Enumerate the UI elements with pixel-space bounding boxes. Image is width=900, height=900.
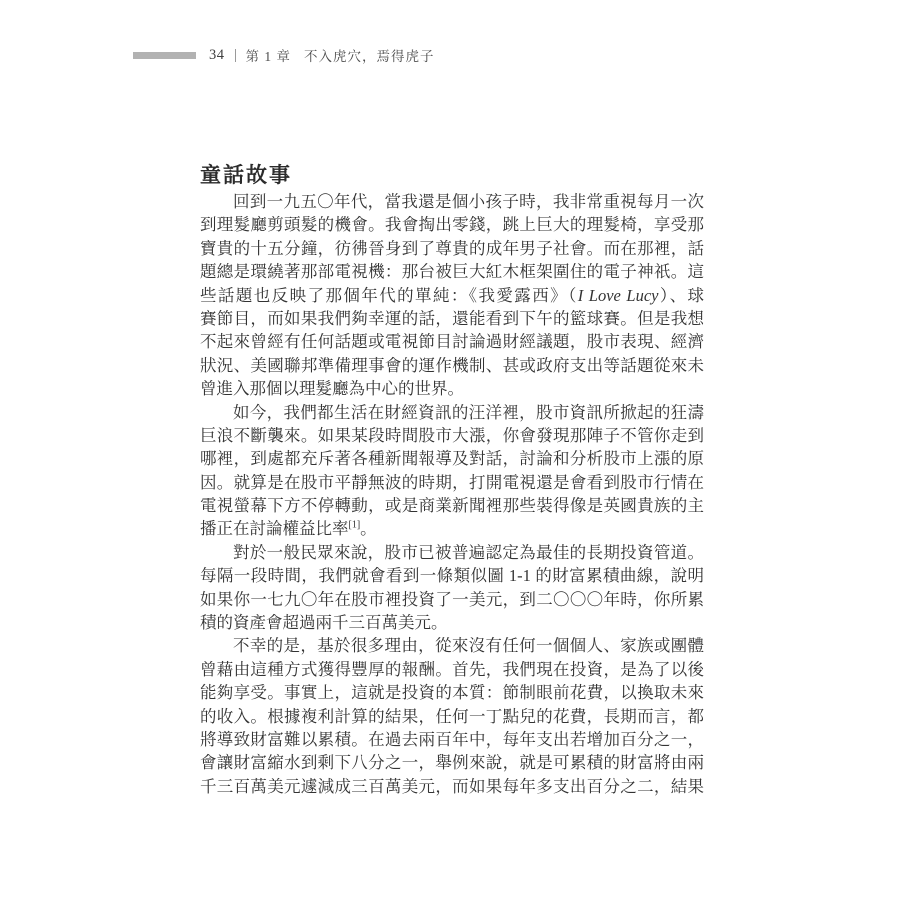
text-segment: 不起來曾經有任何話題或電視節目討論過財經議題，股市表現、經濟	[200, 332, 704, 352]
text-segment: 會讓財富縮水到剩下八分之一，舉例來說，就是可累積的財富將由兩	[200, 753, 704, 773]
paragraph	[200, 541, 704, 635]
text-segment: 狀況、美國聯邦準備理事會的運作機制、甚或政府支出等話題從來未	[200, 355, 704, 375]
text-line	[200, 564, 704, 587]
text-segment: 到理髮廳剪頭髮的機會。我會掏出零錢，跳上巨大的理髮椅，享受那	[200, 215, 704, 235]
text-line	[200, 377, 704, 400]
text-segment: 因。就算是在股市平靜無波的時期，打開電視還是會看到股市行情在	[200, 472, 704, 492]
text-segment: 的收入。根據複利計算的結果，任何一丁點兒的花費，長期而言，都	[200, 706, 704, 726]
text-segment: 。	[360, 519, 377, 539]
text-segment: 曾進入那個以理髮廳為中心的世界。	[200, 379, 464, 399]
paragraph	[200, 634, 704, 798]
text-segment: 寶貴的十五分鐘，彷彿晉身到了尊貴的成年男子社會。而在那裡，話	[200, 238, 704, 258]
text-segment: 些話題也反映了那個年代的單純：《我愛露西》（	[200, 285, 578, 305]
text-line	[200, 260, 704, 283]
page-number: 34	[209, 46, 225, 63]
text-segment-italic: I Love Lucy	[577, 285, 659, 305]
text-line	[200, 494, 704, 517]
text-line	[200, 447, 704, 470]
text-line	[200, 681, 704, 704]
body-text	[200, 190, 704, 798]
section-heading: 童話故事	[200, 164, 292, 188]
header-divider	[235, 49, 236, 62]
text-line	[200, 775, 704, 798]
text-line	[200, 284, 704, 307]
text-line	[200, 728, 704, 751]
header-bar-decoration	[133, 52, 196, 59]
text-line	[200, 705, 704, 728]
chapter-label: 第 1 章	[245, 49, 291, 64]
text-segment: 能夠享受。事實上，這就是投資的本質：節制眼前花費，以換取未來	[200, 683, 704, 703]
text-segment: 曾藉由這種方式獲得豐厚的報酬。首先，我們現在投資，是為了以後	[200, 659, 704, 679]
text-segment: 賽節目，而如果我們夠幸運的話，還能看到下午的籃球賽。但是我想	[200, 308, 704, 328]
paragraph	[200, 401, 704, 541]
text-segment: 將導致財富難以累積。在過去兩百年中，每年支出若增加百分之一，	[200, 729, 704, 749]
text-segment: 積的資產會超過兩千三百萬美元。	[200, 613, 448, 633]
text-line	[200, 213, 704, 236]
text-line	[200, 471, 704, 494]
text-line	[200, 424, 704, 447]
text-line	[200, 541, 704, 564]
text-segment: 千三百萬美元遽減成三百萬美元，而如果每年多支出百分之二，結果	[200, 776, 704, 796]
text-segment: 如今，我們都生活在財經資訊的汪洋裡，股市資訊所掀起的狂濤	[233, 402, 704, 422]
text-line	[200, 330, 704, 353]
text-segment: ）、球	[658, 285, 704, 305]
text-segment: 不幸的是，基於很多理由，從來沒有任何一個個人、家族或團體	[233, 636, 704, 656]
text-line	[200, 588, 704, 611]
running-header	[133, 44, 435, 66]
text-segment: 題總是環繞著那部電視機：那台被巨大紅木框架圍住的電子神祇。這	[200, 262, 704, 282]
text-line	[200, 751, 704, 774]
text-segment: 每隔一段時間，我們就會看到一條類似圖 1-1 的財富累積曲線，說明	[200, 566, 704, 586]
text-segment: 巨浪不斷襲來。如果某段時間股市大漲，你會發現那陣子不管你走到	[200, 425, 704, 445]
text-segment: 哪裡，到處都充斥著各種新聞報導及對話，討論和分析股市上漲的原	[200, 449, 704, 469]
text-line	[200, 634, 704, 657]
text-line	[200, 237, 704, 260]
text-line	[200, 190, 704, 213]
footnote-marker: [1]	[348, 519, 361, 531]
text-segment: 如果你一七九〇年在股市裡投資了一美元，到二〇〇〇年時，你所累	[200, 589, 704, 609]
text-line	[200, 611, 704, 634]
text-segment: 對於一般民眾來說，股市已被普遍認定為最佳的長期投資管道。	[233, 542, 704, 562]
text-line	[200, 401, 704, 424]
text-line	[200, 307, 704, 330]
text-line	[200, 517, 704, 540]
text-line	[200, 658, 704, 681]
text-line	[200, 354, 704, 377]
chapter-title: 不入虎穴，焉得虎子	[304, 49, 435, 64]
text-segment: 回到一九五〇年代，當我還是個小孩子時，我非常重視每月一次	[233, 192, 704, 211]
text-segment: 電視螢幕下方不停轉動，或是商業新聞裡那些裝得像是英國貴族的主	[200, 496, 704, 516]
paragraph	[200, 190, 704, 401]
text-segment: 播正在討論權益比率	[200, 519, 349, 539]
